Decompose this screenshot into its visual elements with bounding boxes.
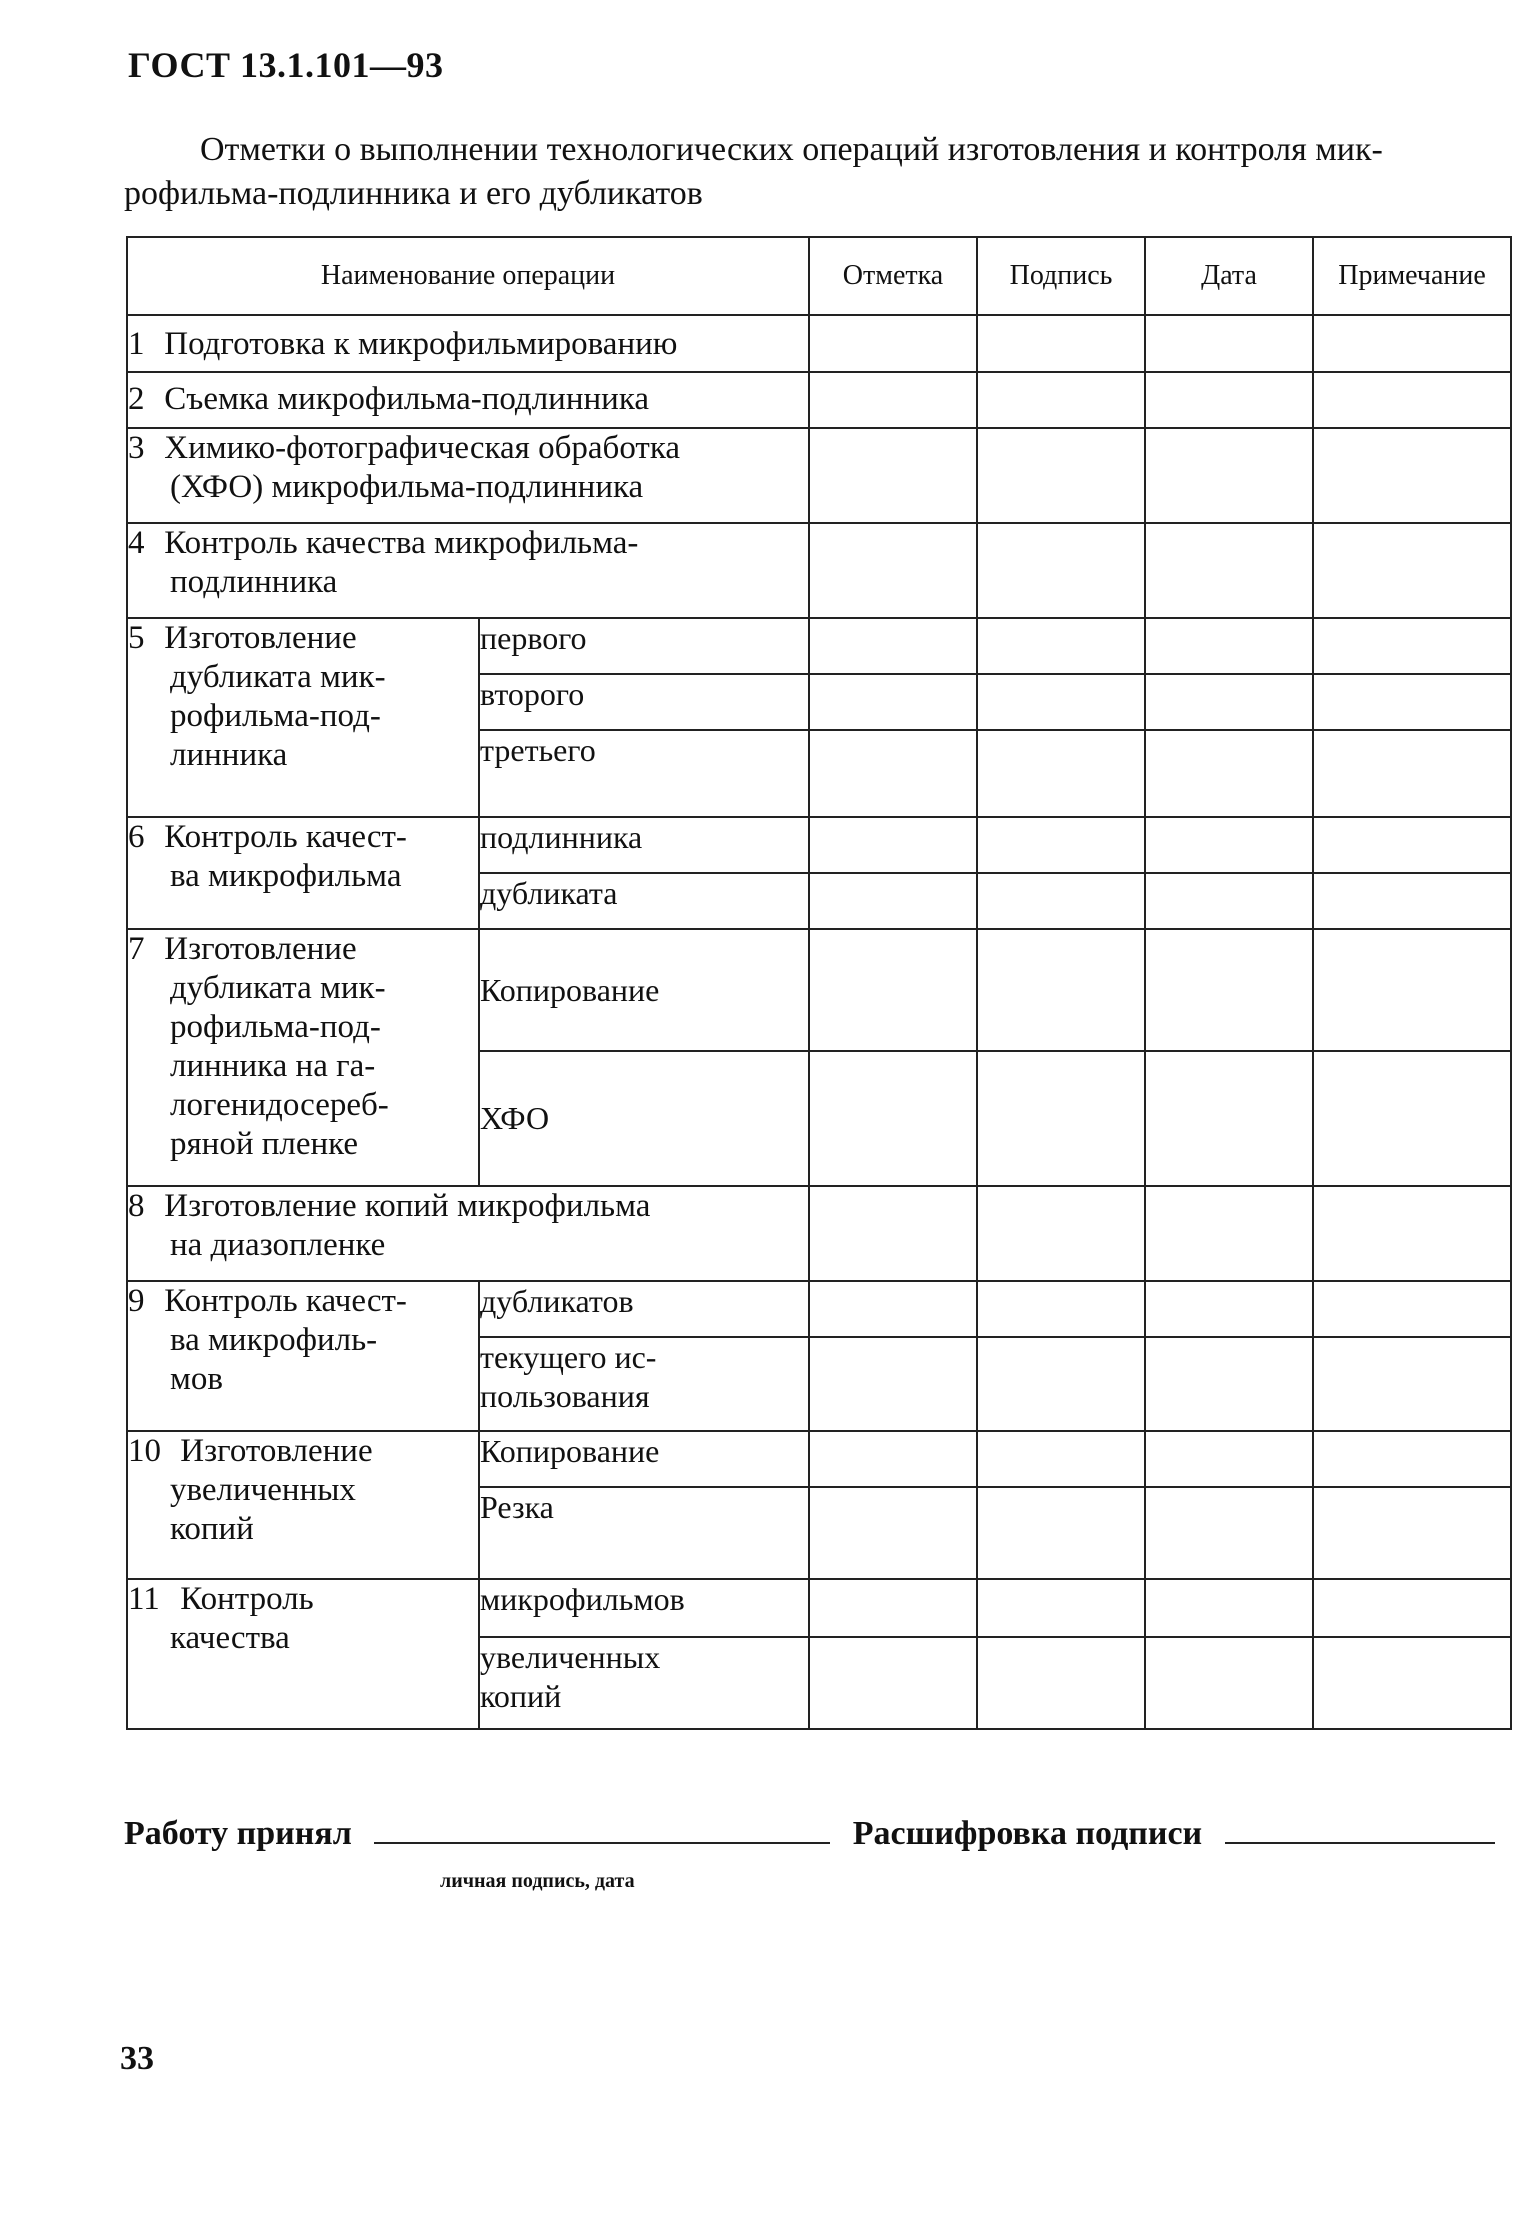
signature-hint: личная подпись, дата (440, 1870, 635, 1892)
column-header-note: Примечание (1313, 237, 1511, 315)
date-cell[interactable] (1145, 523, 1313, 618)
operation-5: 5 Изготовление дубликата мик- рофильма-под- линника (127, 618, 479, 817)
column-header-signature: Подпись (977, 237, 1145, 315)
mark-cell[interactable] (809, 523, 977, 618)
note-cell[interactable] (1313, 618, 1511, 674)
operation-8: 8 Изготовление копий микрофильма на диазопленке (127, 1186, 809, 1281)
signature-cell[interactable] (977, 1337, 1145, 1431)
suboperation-copying: Копирование (479, 1431, 809, 1487)
signature-cell[interactable] (977, 730, 1145, 817)
table-row (127, 1281, 1511, 1337)
accepted-signature-field[interactable] (374, 1812, 830, 1844)
table-row (127, 372, 1511, 428)
signature-cell[interactable] (977, 873, 1145, 929)
date-cell[interactable] (1145, 1579, 1313, 1637)
table-row (127, 523, 1511, 618)
operation-3: 3 Химико-фотографическая обработка (ХФО) микрофильма-подлинника (127, 428, 809, 523)
caption-line-2: рофильма-подлинника и его дубликатов (124, 175, 703, 212)
note-cell[interactable] (1313, 428, 1511, 523)
table-row (127, 817, 1511, 873)
suboperation-duplicates: дубликатов (479, 1281, 809, 1337)
operations-table (126, 236, 1512, 1730)
table-row (127, 618, 1511, 674)
operation-4: 4 Контроль качества микрофильма- подлинника (127, 523, 809, 618)
mark-cell[interactable] (809, 372, 977, 428)
suboperation-hfo: ХФО (479, 1051, 809, 1186)
signature-cell[interactable] (977, 428, 1145, 523)
operation-7: 7 Изготовление дубликата мик- рофильма-под- линника на га- логенидосереб- ряной пленке (127, 929, 479, 1186)
note-cell[interactable] (1313, 1186, 1511, 1281)
signature-cell[interactable] (977, 1637, 1145, 1729)
mark-cell[interactable] (809, 1186, 977, 1281)
note-cell[interactable] (1313, 1337, 1511, 1431)
mark-cell[interactable] (809, 315, 977, 372)
mark-cell[interactable] (809, 1579, 977, 1637)
note-cell[interactable] (1313, 674, 1511, 730)
operation-2: 2 Съемка микрофильма-подлинника (127, 372, 809, 428)
note-cell[interactable] (1313, 1431, 1511, 1487)
suboperation-enlarged-copies: увеличенных копий (479, 1637, 809, 1729)
date-cell[interactable] (1145, 428, 1313, 523)
date-cell[interactable] (1145, 315, 1313, 372)
column-header-mark: Отметка (809, 237, 977, 315)
signature-cell[interactable] (977, 523, 1145, 618)
table-row (127, 1186, 1511, 1281)
table-caption (124, 128, 1504, 216)
table-row (127, 428, 1511, 523)
suboperation-microfilms: микрофильмов (479, 1579, 809, 1637)
signature-cell[interactable] (977, 618, 1145, 674)
mark-cell[interactable] (809, 1337, 977, 1431)
mark-cell[interactable] (809, 618, 977, 674)
signature-cell[interactable] (977, 1487, 1145, 1579)
table-header-row (127, 237, 1511, 315)
note-cell[interactable] (1313, 315, 1511, 372)
date-cell[interactable] (1145, 1637, 1313, 1729)
date-cell[interactable] (1145, 372, 1313, 428)
signature-cell[interactable] (977, 1186, 1145, 1281)
table-row (127, 929, 1511, 1051)
operation-11: 11 Контроль качества (127, 1579, 479, 1729)
mark-cell[interactable] (809, 1281, 977, 1337)
mark-cell[interactable] (809, 674, 977, 730)
signature-decode-field[interactable] (1225, 1812, 1495, 1844)
date-cell[interactable] (1145, 1051, 1313, 1186)
note-cell[interactable] (1313, 817, 1511, 873)
date-cell[interactable] (1145, 873, 1313, 929)
suboperation-third: третьего (479, 730, 809, 817)
signature-cell[interactable] (977, 1579, 1145, 1637)
signature-cell[interactable] (977, 1431, 1145, 1487)
column-header-operation: Наименование операции (127, 237, 809, 315)
suboperation-original: подлинника (479, 817, 809, 873)
note-cell[interactable] (1313, 1487, 1511, 1579)
signature-cell[interactable] (977, 1051, 1145, 1186)
suboperation-cutting: Резка (479, 1487, 809, 1579)
signature-cell[interactable] (977, 1281, 1145, 1337)
date-cell[interactable] (1145, 1487, 1313, 1579)
accepted-by-label: Работу принял (124, 1815, 352, 1852)
mark-cell[interactable] (809, 1637, 977, 1729)
operation-9: 9 Контроль качест- ва микрофиль- мов (127, 1281, 479, 1431)
operation-10: 10 Изготовление увеличенных копий (127, 1431, 479, 1579)
note-cell[interactable] (1313, 1051, 1511, 1186)
date-cell[interactable] (1145, 1281, 1313, 1337)
signature-cell[interactable] (977, 817, 1145, 873)
caption-line-1: Отметки о выполнении технологических операций изготовления и контроля мик- (200, 131, 1383, 168)
mark-cell[interactable] (809, 428, 977, 523)
suboperation-first: первого (479, 618, 809, 674)
date-cell[interactable] (1145, 1431, 1313, 1487)
signature-cell[interactable] (977, 674, 1145, 730)
page-number: 33 (120, 2040, 154, 2077)
mark-cell[interactable] (809, 730, 977, 817)
mark-cell[interactable] (809, 1487, 977, 1579)
suboperation-duplicate: дубликата (479, 873, 809, 929)
table-row (127, 1579, 1511, 1637)
operation-6: 6 Контроль качест- ва микрофильма (127, 817, 479, 929)
mark-cell[interactable] (809, 1051, 977, 1186)
date-cell[interactable] (1145, 817, 1313, 873)
signature-cell[interactable] (977, 929, 1145, 1051)
mark-cell[interactable] (809, 817, 977, 873)
date-cell[interactable] (1145, 1186, 1313, 1281)
suboperation-current-use: текущего ис- пользования (479, 1337, 809, 1431)
date-cell[interactable] (1145, 929, 1313, 1051)
note-cell[interactable] (1313, 372, 1511, 428)
mark-cell[interactable] (809, 929, 977, 1051)
suboperation-second: второго (479, 674, 809, 730)
signature-cell[interactable] (977, 372, 1145, 428)
note-cell[interactable] (1313, 929, 1511, 1051)
operation-1: 1 Подготовка к микрофильмированию (127, 315, 809, 372)
column-header-date: Дата (1145, 237, 1313, 315)
signature-line (124, 1812, 1495, 1853)
note-cell[interactable] (1313, 873, 1511, 929)
note-cell[interactable] (1313, 523, 1511, 618)
date-cell[interactable] (1145, 618, 1313, 674)
note-cell[interactable] (1313, 730, 1511, 817)
note-cell[interactable] (1313, 1637, 1511, 1729)
date-cell[interactable] (1145, 1337, 1313, 1431)
mark-cell[interactable] (809, 873, 977, 929)
note-cell[interactable] (1313, 1579, 1511, 1637)
signature-cell[interactable] (977, 315, 1145, 372)
document-code: ГОСТ 13.1.101—93 (128, 45, 444, 85)
mark-cell[interactable] (809, 1431, 977, 1487)
date-cell[interactable] (1145, 730, 1313, 817)
date-cell[interactable] (1145, 674, 1313, 730)
table-row (127, 315, 1511, 372)
table-row (127, 1431, 1511, 1487)
signature-decode-label: Расшифровка подписи (852, 1815, 1203, 1852)
note-cell[interactable] (1313, 1281, 1511, 1337)
suboperation-copying: Копирование (479, 929, 809, 1051)
